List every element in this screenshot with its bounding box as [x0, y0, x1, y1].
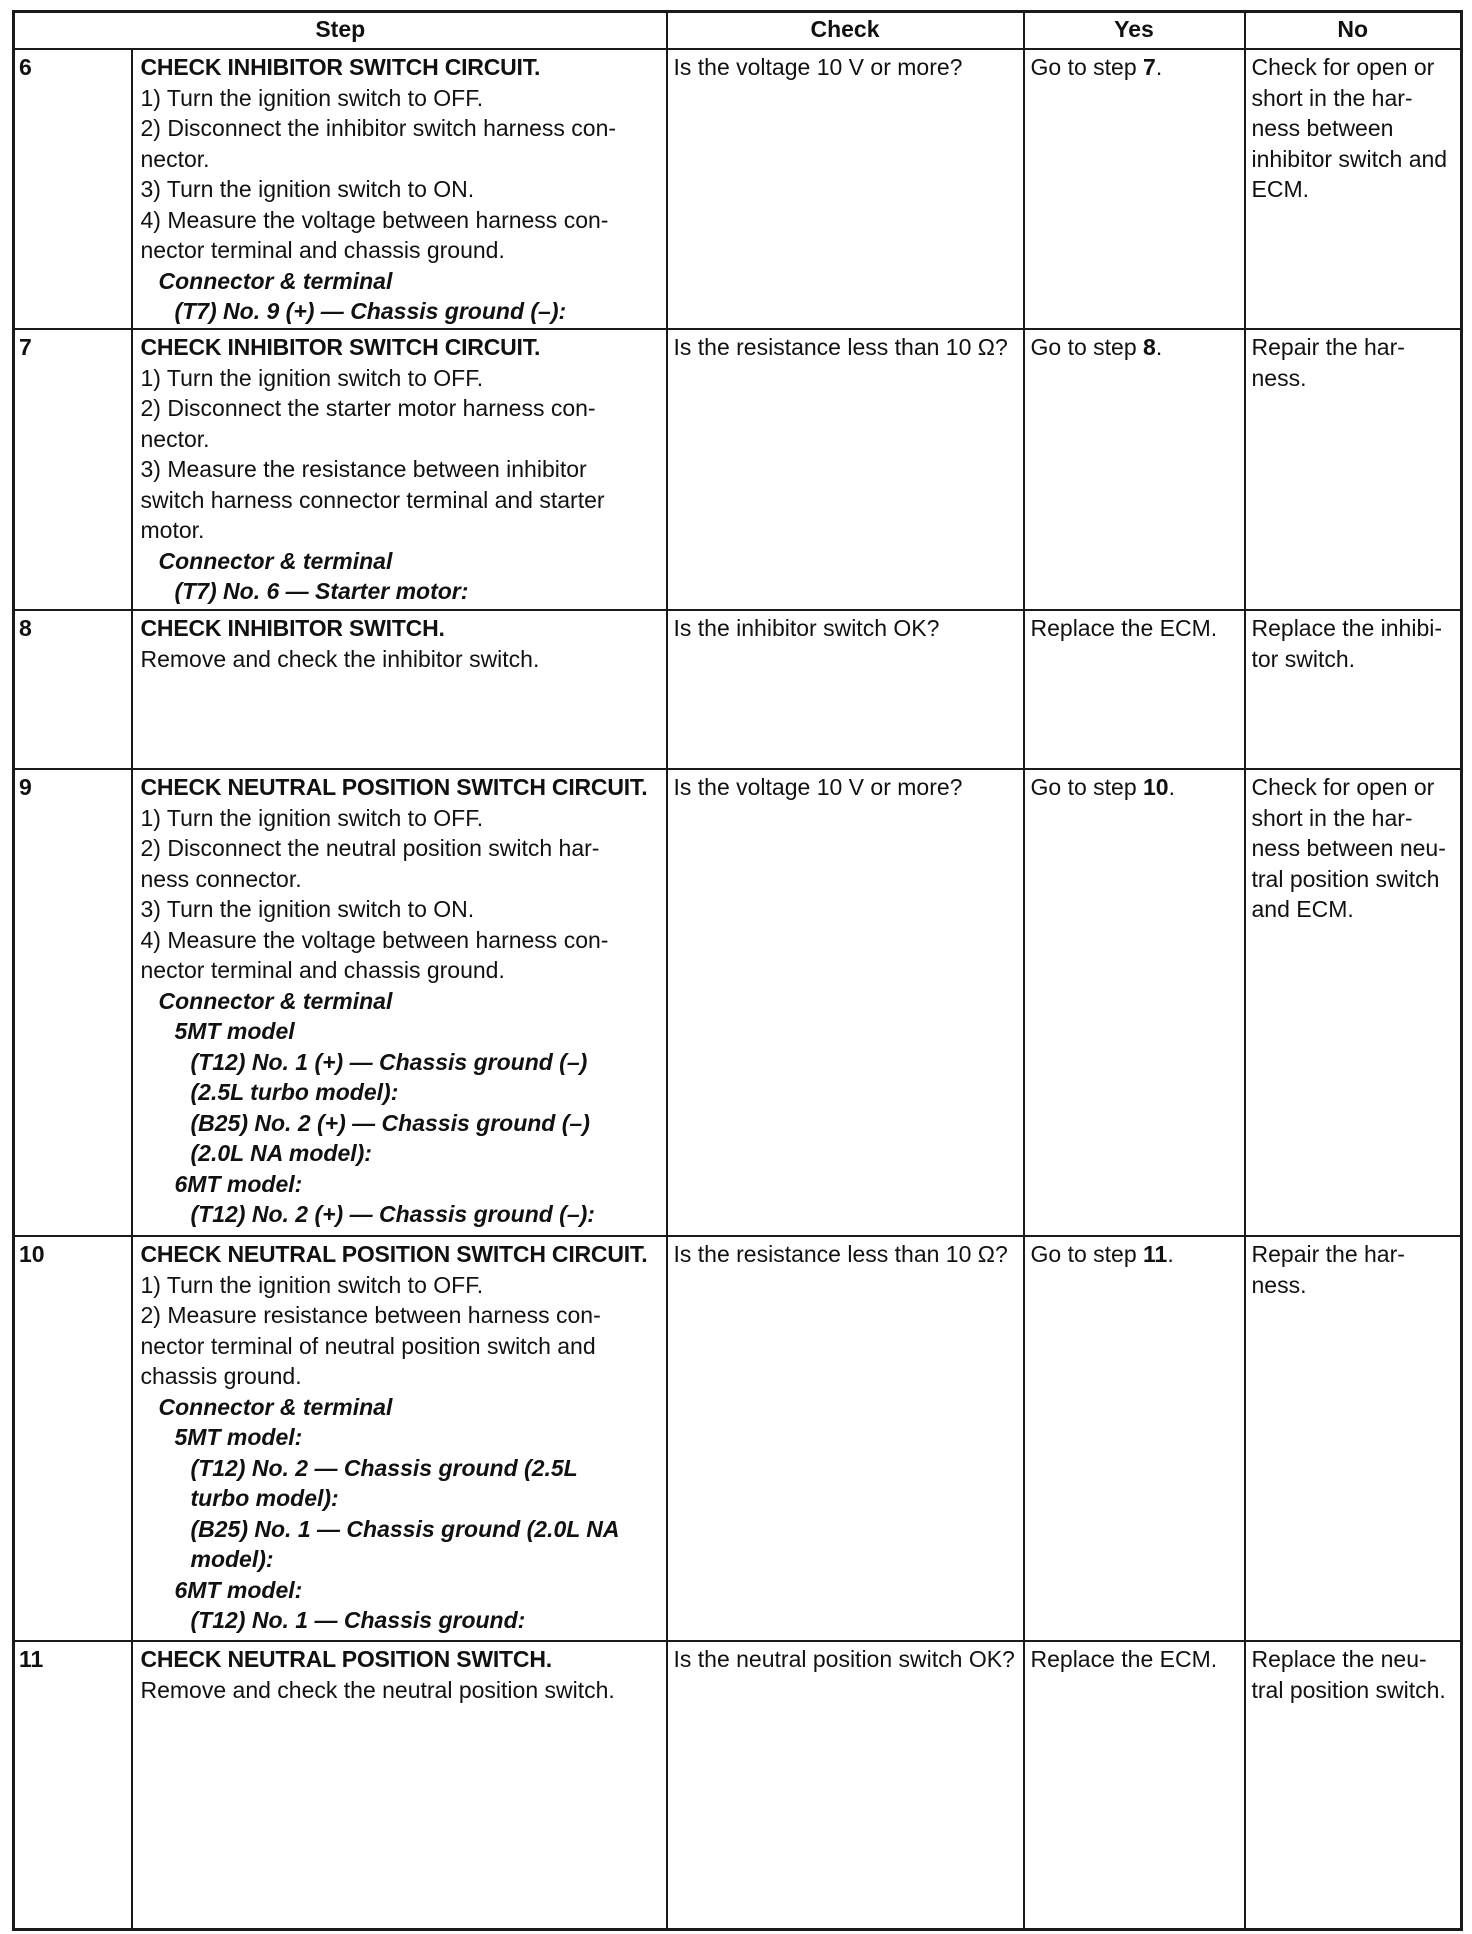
no-action: Check for open or short in the har-ness between neu-tral position switch and ECM.: [1245, 769, 1462, 1236]
yes-action: [1024, 329, 1245, 610]
yes-suffix: .: [1155, 334, 1163, 360]
step-number: 7: [14, 329, 132, 610]
step-title: CHECK INHIBITOR SWITCH.: [140, 615, 445, 641]
step-description: [132, 769, 667, 1236]
step-instruction: 1) Turn the ignition switch to OFF.: [140, 364, 484, 391]
step-title: CHECK INHIBITOR SWITCH CIRCUIT.: [140, 334, 541, 360]
no-action: Replace the neu-tral position switch.: [1245, 1641, 1462, 1929]
connector-terminal-label: Connector & terminal: [158, 1393, 393, 1420]
header-step: Step: [14, 12, 667, 50]
yes-action: Replace the ECM.: [1024, 1641, 1245, 1929]
step-number: 9: [14, 769, 132, 1236]
check-question: Is the inhibitor switch OK?: [667, 610, 1024, 769]
step-instruction: nector.: [140, 425, 210, 452]
yes-step-ref: 7: [1143, 54, 1156, 80]
step-number: 8: [14, 610, 132, 769]
step-number: 10: [14, 1236, 132, 1641]
step-title: CHECK INHIBITOR SWITCH CIRCUIT.: [140, 54, 541, 80]
step-instruction: Remove and check the neutral position switch.: [140, 1676, 615, 1703]
connector-terminal-spec: model):: [190, 1546, 274, 1572]
table-row: [14, 49, 1462, 329]
step-instruction: Remove and check the inhibitor switch.: [140, 645, 540, 672]
connector-terminal-spec: (2.0L NA model):: [190, 1140, 372, 1166]
connector-terminal-label: Connector & terminal: [158, 267, 393, 294]
check-question: Is the neutral position switch OK?: [667, 1641, 1024, 1929]
yes-step-ref: 11: [1143, 1241, 1168, 1267]
yes-action: [1024, 49, 1245, 329]
model-label: 6MT model:: [174, 1170, 303, 1197]
no-action: Repair the har-ness.: [1245, 1236, 1462, 1641]
step-instruction: chassis ground.: [140, 1363, 302, 1389]
step-number: 11: [14, 1641, 132, 1929]
connector-terminal-spec: (T12) No. 1 (+) — Chassis ground (–): [190, 1048, 588, 1075]
check-question: Is the voltage 10 V or more?: [667, 49, 1024, 329]
step-instruction: 2) Disconnect the inhibitor switch harness con-: [140, 115, 617, 141]
check-question: Is the resistance less than 10 Ω?: [667, 1236, 1024, 1641]
connector-terminal-spec: (T12) No. 2 (+) — Chassis ground (–):: [190, 1201, 595, 1227]
table-row: [14, 329, 1462, 610]
no-action: Repair the har-ness.: [1245, 329, 1462, 610]
connector-terminal-spec: (T12) No. 2 — Chassis ground (2.5L: [190, 1454, 578, 1481]
step-instruction: 4) Measure the voltage between harness con-: [140, 926, 609, 953]
no-action: Replace the inhibi-tor switch.: [1245, 610, 1462, 769]
step-instruction: nector terminal and chassis ground.: [140, 237, 505, 263]
table-row: [14, 769, 1462, 1236]
step-instruction: 3) Turn the ignition switch to ON.: [140, 176, 475, 202]
step-instruction: 1) Turn the ignition switch to OFF.: [140, 84, 484, 111]
step-number: 6: [14, 49, 132, 329]
diagnostic-table: [12, 10, 1463, 1931]
table-header-row: [14, 12, 1462, 50]
step-instruction: nector terminal of neutral position switch and: [140, 1332, 596, 1359]
step-instruction: 2) Disconnect the starter motor harness con-: [140, 395, 596, 421]
yes-step-ref: 8: [1143, 334, 1156, 360]
yes-action: [1024, 769, 1245, 1236]
yes-text: Go to step: [1030, 334, 1144, 360]
step-instruction: 2) Disconnect the neutral position switch har-: [140, 835, 600, 861]
step-title: CHECK NEUTRAL POSITION SWITCH.: [140, 1646, 552, 1672]
table-row: [14, 1236, 1462, 1641]
step-instruction: 1) Turn the ignition switch to OFF.: [140, 1271, 484, 1298]
table-row: [14, 610, 1462, 769]
header-check: Check: [667, 12, 1024, 50]
step-instruction: 3) Measure the resistance between inhibitor: [140, 456, 587, 482]
yes-action: [1024, 1236, 1245, 1641]
step-description: [132, 610, 667, 769]
step-description: [132, 1236, 667, 1641]
check-question: Is the voltage 10 V or more?: [667, 769, 1024, 1236]
yes-text: Go to step: [1030, 54, 1144, 80]
yes-suffix: .: [1167, 1241, 1174, 1267]
model-label: 5MT model: [174, 1018, 295, 1044]
step-description: [132, 1641, 667, 1929]
step-instruction: 1) Turn the ignition switch to OFF.: [140, 804, 484, 831]
connector-terminal-spec: (B25) No. 2 (+) — Chassis ground (–): [190, 1109, 590, 1136]
connector-terminal-label: Connector & terminal: [158, 547, 393, 574]
connector-terminal-spec: (T12) No. 1 — Chassis ground:: [190, 1607, 526, 1633]
yes-text: Go to step: [1030, 1241, 1144, 1267]
step-title: CHECK NEUTRAL POSITION SWITCH CIRCUIT.: [140, 774, 648, 800]
step-instruction: 3) Turn the ignition switch to ON.: [140, 896, 475, 922]
step-instruction: nector terminal and chassis ground.: [140, 957, 505, 983]
connector-terminal-spec: turbo model):: [190, 1485, 339, 1511]
model-label: 5MT model:: [174, 1424, 303, 1450]
connector-terminal-spec: (T7) No. 9 (+) — Chassis ground (–):: [174, 298, 567, 324]
header-no: No: [1245, 12, 1462, 50]
table-row: [14, 1641, 1462, 1929]
model-label: 6MT model:: [174, 1576, 303, 1603]
step-instruction: switch harness connector terminal and starter: [140, 486, 605, 513]
no-action: Check for open or short in the har-ness between inhibitor switch and ECM.: [1245, 49, 1462, 329]
connector-terminal-spec: (T7) No. 6 — Starter motor:: [174, 578, 469, 604]
yes-suffix: .: [1168, 774, 1175, 800]
yes-action: Replace the ECM.: [1024, 610, 1245, 769]
check-question: Is the resistance less than 10 Ω?: [667, 329, 1024, 610]
step-instruction: 4) Measure the voltage between harness con-: [140, 206, 609, 233]
step-instruction: motor.: [140, 517, 205, 543]
step-description: [132, 49, 667, 329]
step-title: CHECK NEUTRAL POSITION SWITCH CIRCUIT.: [140, 1241, 648, 1267]
step-description: [132, 329, 667, 610]
header-yes: Yes: [1024, 12, 1245, 50]
diagnostic-procedure-page: [12, 10, 1460, 1925]
yes-step-ref: 10: [1143, 774, 1169, 800]
connector-terminal-spec: (2.5L turbo model):: [190, 1079, 399, 1105]
connector-terminal-spec: (B25) No. 1 — Chassis ground (2.0L NA: [190, 1515, 620, 1542]
step-instruction: ness connector.: [140, 865, 302, 892]
yes-text: Go to step: [1030, 774, 1144, 800]
step-instruction: nector.: [140, 145, 210, 172]
connector-terminal-label: Connector & terminal: [158, 987, 393, 1014]
yes-suffix: .: [1155, 54, 1163, 80]
step-instruction: 2) Measure resistance between harness con-: [140, 1302, 601, 1328]
